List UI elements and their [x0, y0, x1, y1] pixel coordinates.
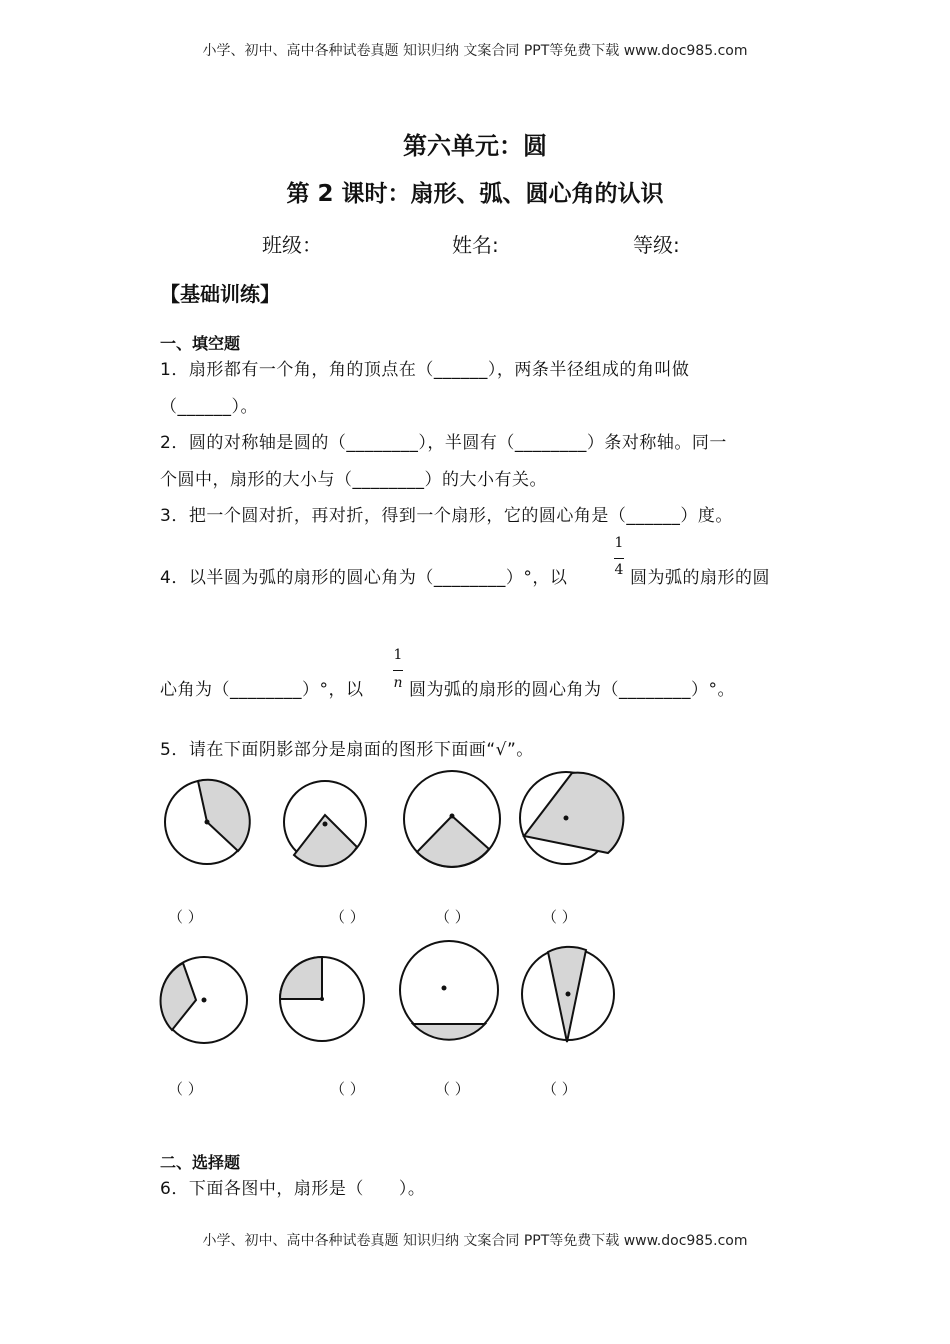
- class-label: 班级：: [262, 233, 322, 257]
- name-label: 姓名:: [452, 233, 499, 257]
- question-2-line-2: 个圆中，扇形的大小与（________）的大小有关。: [160, 470, 547, 490]
- figure-7: [396, 938, 504, 1046]
- figure-4: [516, 770, 616, 870]
- question-4-line-1-b: 圆为弧的扇形的圆: [630, 568, 770, 588]
- fraction-1-bar: [614, 558, 624, 559]
- answer-paren-3[interactable]: （ ）: [435, 908, 470, 926]
- answer-paren-2[interactable]: （ ）: [330, 908, 365, 926]
- section-basic-training: 【基础训练】: [160, 282, 280, 306]
- question-1-line-2: （______）。: [160, 397, 258, 417]
- grade-label: 等级:: [633, 233, 680, 257]
- answer-paren-6[interactable]: （ ）: [330, 1080, 365, 1098]
- answer-paren-4[interactable]: （ ）: [542, 908, 577, 926]
- figure-5: [158, 955, 250, 1047]
- question-2-line-1: 2．圆的对称轴是圆的（________），半圆有（________）条对称轴。同一: [160, 433, 727, 453]
- question-4-line-1-a: 4．以半圆为弧的扇形的圆心角为（________）°，以: [160, 568, 568, 588]
- part1-title: 一、填空题: [160, 334, 241, 353]
- figure-8: [518, 942, 618, 1050]
- fraction-1-denominator: 4: [614, 562, 624, 578]
- answer-paren-5[interactable]: （ ）: [168, 1080, 203, 1098]
- fraction-2-numerator: 1: [393, 647, 403, 663]
- page-footer: 小学、初中、高中各种试卷真题 知识归纳 文案合同 PPT等免费下载 www.doc985.com: [202, 1233, 748, 1249]
- answer-paren-7[interactable]: （ ）: [435, 1080, 470, 1098]
- figure-3: [400, 768, 506, 874]
- question-3: 3．把一个圆对折，再对折，得到一个扇形，它的圆心角是（______）度。: [160, 506, 733, 526]
- unit-title: 第六单元：圆: [403, 132, 547, 160]
- question-4-line-2-b: 圆为弧的扇形的圆心角为（________）°。: [409, 680, 735, 700]
- answer-paren-8[interactable]: （ ）: [542, 1080, 577, 1098]
- figure-1: [160, 775, 255, 870]
- lesson-title: 第 2 课时：扇形、弧、圆心角的认识: [286, 181, 664, 207]
- part2-title: 二、选择题: [160, 1153, 241, 1172]
- fraction-1-numerator: 1: [614, 535, 624, 551]
- figure-6: [278, 955, 370, 1047]
- question-1-line-1: 1．扇形都有一个角，角的顶点在（______），两条半径组成的角叫做: [160, 360, 690, 380]
- answer-paren-1[interactable]: （ ）: [168, 908, 203, 926]
- question-5: 5．请在下面阴影部分是扇面的图形下面画“√”。: [160, 740, 534, 760]
- page-header: 小学、初中、高中各种试卷真题 知识归纳 文案合同 PPT等免费下载 www.doc985.com: [202, 43, 748, 59]
- question-4-line-2-a: 心角为（________）°，以: [160, 680, 364, 700]
- fraction-2-denominator: n: [393, 675, 403, 691]
- fraction-2-bar: [393, 670, 403, 671]
- question-6: 6．下面各图中，扇形是（ ）。: [160, 1179, 426, 1199]
- figure-2: [280, 778, 370, 868]
